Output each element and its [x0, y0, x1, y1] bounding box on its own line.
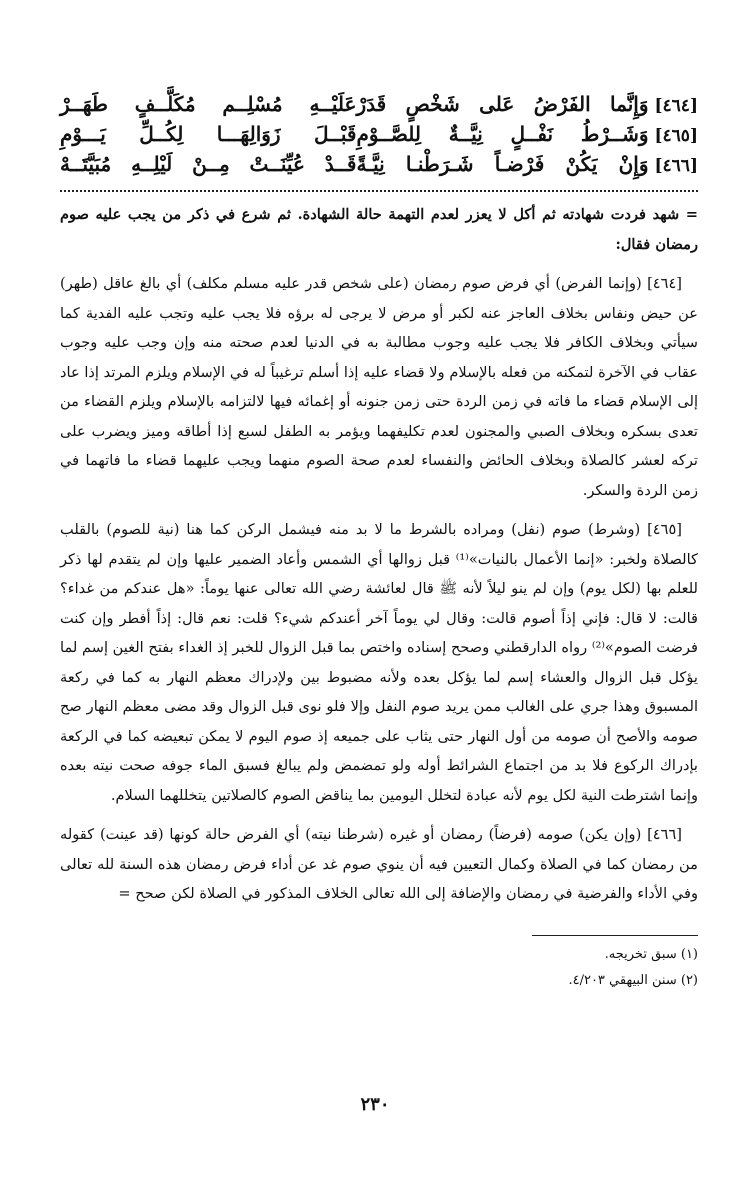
verse-hemistich-first: وَإِنَّما الفَرْضُ عَلى شَخْصٍ قَدَرْ	[356, 92, 649, 116]
page-content	[60, 92, 698, 994]
verse-hemistich-second: قَبْــلَ زَوَالِهَـــا لِكُــلِّ يَـــوْمِ	[60, 122, 357, 146]
verse-number: [٤٦٦]	[654, 156, 698, 176]
footnote-1: (١) سبق تخريجه.	[604, 946, 698, 962]
intro-paragraph: = شهد فردت شهادته ثم أكل لا يعزر لعدم التهمة حالة الشهادة. ثم شرع في ذكر من يجب عليه صوم رمضان فقال:	[60, 206, 698, 253]
commentary-466: [٤٦٦] (وإن يكن) صومه (فرضاً) رمضان أو غيره (شرطنا نيته) أي الفرض حالة كونها (قد عينت) كقوله من رمضان كما في الصلاة وكمال التعيين فيه أن ينوي صوم غد عن أداء فرض رمضان هذه السنة لله تعالى وفي الأداء والفرضية في رمضان والإضافة إلى الله تعالى الخلاف المذكور في الصلاة لكن صحح =	[60, 826, 698, 902]
commentary-464: [٤٦٤] (وإنما الفرض) أي فرض صوم رمضان (على شخص قدر عليه مسلم مكلف) أي بالغ عاقل (طهر) عن حيض ونفاس بخلاف العاجز عنه لكبر أو مرض لا يرجى له برؤه فلا يجب عليه وتجب عليه الفدية كما سيأتي وبخلاف الكافر فلا يجب عليه وجوب مطالبة به في الدنيا لعدم صحته منه وإن وجب عليه وجوب عقاب في الآخرة لتمكنه من فعله بالإسلام ولا قضاء عليه إذا أسلم ترغيباً له في الإسلام ويلزم المرتد إذا عاد إلى الإسلام قضاء ما فاته في زمن الردة حتى زمن جنونه أو إغمائه فيها لالتزامه بالإسلام ويلزم القضاء من تعدى بسكره وبخلاف الصبي والمجنون لعدم تكليفهما ويؤمر به الطفل لسبع إذا أطاقه وميز ويضرب على تركه لعشر كالصلاة وبخلاف الحائض والنفساء لعدم صحة الصوم منهما ويجب عليهما قضاء ما فاتهما في زمن الردة والسكر.	[60, 275, 698, 499]
verse-hemistich-first: وَشَــرْطُ نَفْــلٍ نِيَّــةٌ لِلصَّــوْمِ	[356, 122, 649, 146]
verse-number: [٤٦٤]	[654, 96, 698, 116]
verse-hemistich-second: عَلَيْــهِ مُسْلِــم مُكَلَّــفٍ طَهَــرْ	[60, 92, 357, 116]
footnote-2: (٢) سنن البيهقي ٤/٢٠٣.	[568, 972, 698, 988]
verse-hemistich-second: قَــدْ عُيِّنَــتْ مِــنْ لَيْلِــهِ مُبَيَّتَــهْ	[60, 152, 357, 176]
footnote-rule	[532, 935, 698, 936]
verse-line	[60, 152, 698, 176]
page-number: ٢٣٠	[360, 1094, 390, 1115]
verse-line	[60, 92, 698, 116]
verse-hemistich-first: وَإِنْ يَكُنْ فَرْضـاً شَـرَطْنـا نِيَّـةً	[356, 152, 649, 176]
verse-line	[60, 122, 698, 146]
verse-block	[60, 92, 698, 176]
dotted-divider	[60, 190, 698, 192]
verse-number: [٤٦٥]	[654, 126, 698, 146]
footnotes	[60, 942, 698, 994]
commentary-465: [٤٦٥] (وشرط) صوم (نفل) ومراده بالشرط ما لا بد منه فيشمل الركن كما هنا (نية للصوم) بالقلب كالصلاة ولخبر: «إنما الأعمال بالنيات»⁽¹⁾ قبل زوالها أي الشمس وأعاد الضمير عليها وإن لم يتقدم لها ذكر للعلم بها (لكل يوم) وإن لم ينو ليلاً لأنه ﷺ قال لعائشة رضي الله تعالى عنها يوماً: «هل عندكم من غداء؟ قالت: لا قال: فإني إذاً أصوم قالت: وقال لي يوماً آخر أعندكم شيء؟ قلت: نعم قال: إذاً أفطر وإن كنت فرضت الصوم»⁽²⁾ رواه الدارقطني وصحح إسناده واختص بما قبل الزوال للخبر إذ الغداء بفتح الغين إسم لما يؤكل قبل الزوال والعشاء إسم لما يؤكل بعده ولأنه مضبوط بين ولإدراك معظم النهار به كما في ركعة المسبوق وهذا جري على الغالب ممن يريد صوم النفل وإلا فلو نوى قبل الزوال وقد مضى معظم النهار صح صومه والأصح أن صومه من أول النهار حتى يثاب على جميعه إذ صوم اليوم لا يمكن تبعيضه كما في الركعة بإدراك الركوع فلا بد من اجتماع الشرائط أوله ولو تمضمض ولم يبالغ فسبق الماء جوفه صحت نيته بعده وإنما اشترطت النية لكل يوم لأنه عبادة لتخلل اليومين بما يناقض الصوم كالصلاتين يتخللهما السلام.	[60, 521, 698, 804]
